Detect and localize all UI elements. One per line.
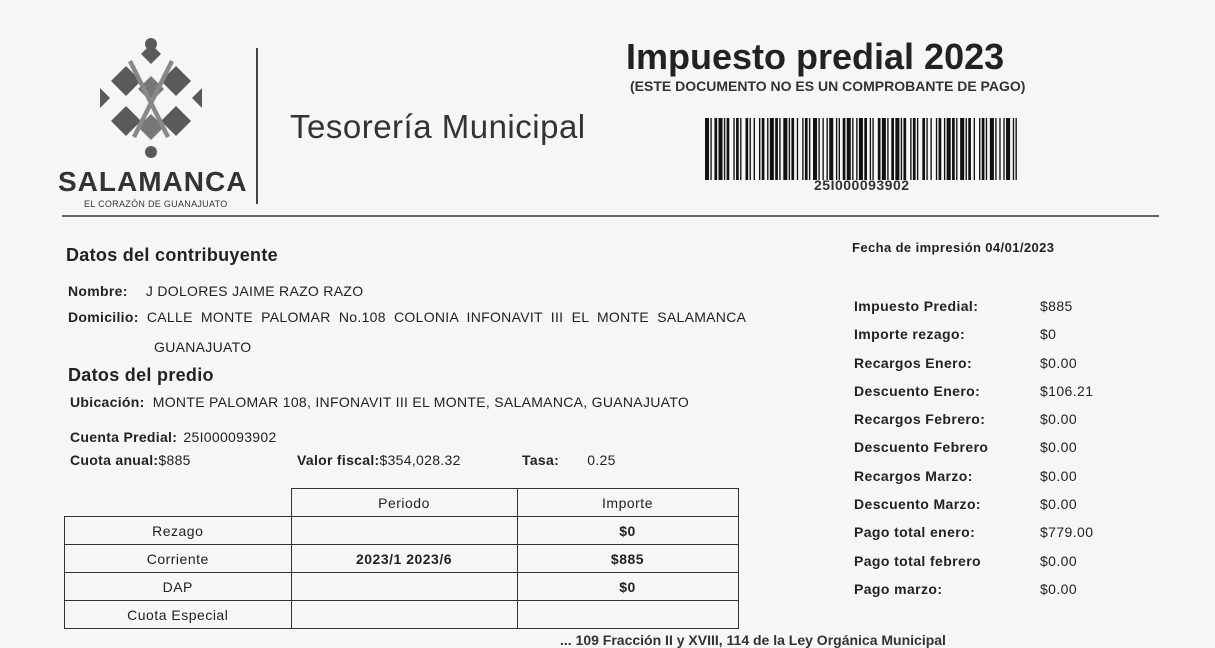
rate-value: 0.25 [587, 452, 616, 468]
location-row [70, 394, 689, 410]
table-cell-importe: $0 [517, 517, 738, 545]
summary-label: Descuento Marzo: [854, 496, 981, 513]
table-cell-periodo [291, 573, 517, 601]
barcode-number: 25I000093902 [814, 177, 910, 193]
address-label: Domicilio: [68, 309, 139, 325]
table-header-row [65, 489, 739, 517]
name-value: J DOLORES JAIME RAZO RAZO [145, 283, 364, 299]
logo-name: SALAMANCA [58, 166, 248, 197]
summary-value: $0.00 [1040, 496, 1078, 513]
address-value-line1: CALLE MONTE PALOMAR No.108 COLONIA INFONAVIT III EL MONTE SALAMANCA [146, 309, 747, 325]
table-cell-periodo: 2023/1 2023/6 [291, 545, 517, 573]
account-label: Cuenta Predial: [70, 429, 178, 445]
organization-name: Tesorería Municipal [290, 108, 586, 145]
table-header-empty [65, 489, 292, 517]
table-header-periodo: Periodo [291, 489, 517, 517]
account-row [70, 429, 277, 445]
print-date: Fecha de impresión 04/01/2023 [852, 240, 1055, 255]
table-cell-periodo [291, 517, 517, 545]
barcode-icon [705, 118, 1017, 180]
footer-legal-text: ... 109 Fracción II y XVIII, 114 de la Ley Orgánica Municipal [560, 632, 946, 648]
table-cell-importe: $0 [517, 573, 738, 601]
charges-table [64, 488, 739, 629]
annual-fee-label: Cuota anual: [70, 452, 159, 468]
summary-value: $0.00 [1040, 467, 1078, 484]
summary-value: $0.00 [1040, 580, 1078, 597]
summary-label: Pago marzo: [854, 580, 943, 597]
fiscal-value-value: $354,028.32 [379, 452, 461, 468]
document-subtitle: (ESTE DOCUMENTO NO ES UN COMPROBANTE DE PAGO) [630, 78, 1026, 94]
table-cell-importe: $885 [517, 545, 738, 573]
table-cell-concepto: Cuota Especial [65, 601, 292, 629]
rate-row [522, 452, 616, 468]
summary-label: Descuento Enero: [854, 382, 981, 399]
table-cell-periodo [291, 601, 517, 629]
summary-label: Recargos Enero: [854, 354, 973, 371]
salamanca-emblem-icon [96, 36, 206, 161]
table-row [65, 517, 739, 545]
table-cell-concepto: Rezago [65, 517, 292, 545]
table-cell-importe [517, 601, 738, 629]
salamanca-logo [58, 36, 248, 211]
document-title: Impuesto predial 2023 [626, 36, 1005, 77]
address-value-line2: GUANAJUATO [154, 339, 252, 355]
summary-label: Pago total febrero [854, 552, 981, 569]
table-row [65, 601, 739, 629]
summary-label: Descuento Febrero [854, 439, 989, 456]
fiscal-value-label: Valor fiscal: [297, 452, 380, 468]
table-cell-concepto: DAP [65, 573, 292, 601]
fiscal-value-row [297, 452, 461, 468]
name-label: Nombre: [68, 283, 128, 299]
location-value: MONTE PALOMAR 108, INFONAVIT III EL MONTE, SALAMANCA, GUANAJUATO [152, 394, 690, 410]
summary-label: Importe rezago: [854, 326, 966, 343]
rate-label: Tasa: [522, 452, 560, 468]
summary-value: $779.00 [1040, 524, 1094, 541]
logo-tagline: EL CORAZÓN DE GUANAJUATO [84, 199, 228, 209]
taxpayer-heading: Datos del contribuyente [66, 245, 278, 265]
table-row [65, 545, 739, 573]
summary-value: $0.00 [1040, 552, 1078, 569]
summary-label: Recargos Marzo: [854, 467, 973, 484]
summary-value: $0 [1040, 326, 1057, 343]
table-row [65, 573, 739, 601]
summary-value: $0.00 [1040, 439, 1078, 456]
account-value: 25I000093902 [183, 429, 277, 445]
summary-value: $106.21 [1040, 382, 1094, 399]
summary-value: $0.00 [1040, 411, 1078, 428]
location-label: Ubicación: [70, 394, 145, 410]
summary-value: $885 [1040, 298, 1073, 314]
property-heading: Datos del predio [68, 365, 214, 385]
table-cell-concepto: Corriente [65, 545, 292, 573]
table-header-importe: Importe [517, 489, 738, 517]
summary-label: Pago total enero: [854, 524, 976, 541]
header-divider [256, 48, 258, 204]
annual-fee-value: $885 [158, 452, 191, 468]
address-row [68, 309, 746, 325]
summary-value: $0.00 [1040, 354, 1078, 371]
summary-label: Recargos Febrero: [854, 411, 986, 428]
name-row [68, 283, 363, 299]
summary-label: Impuesto Predial: [854, 298, 979, 314]
annual-fee-row [70, 452, 191, 468]
header-rule [62, 215, 1159, 217]
